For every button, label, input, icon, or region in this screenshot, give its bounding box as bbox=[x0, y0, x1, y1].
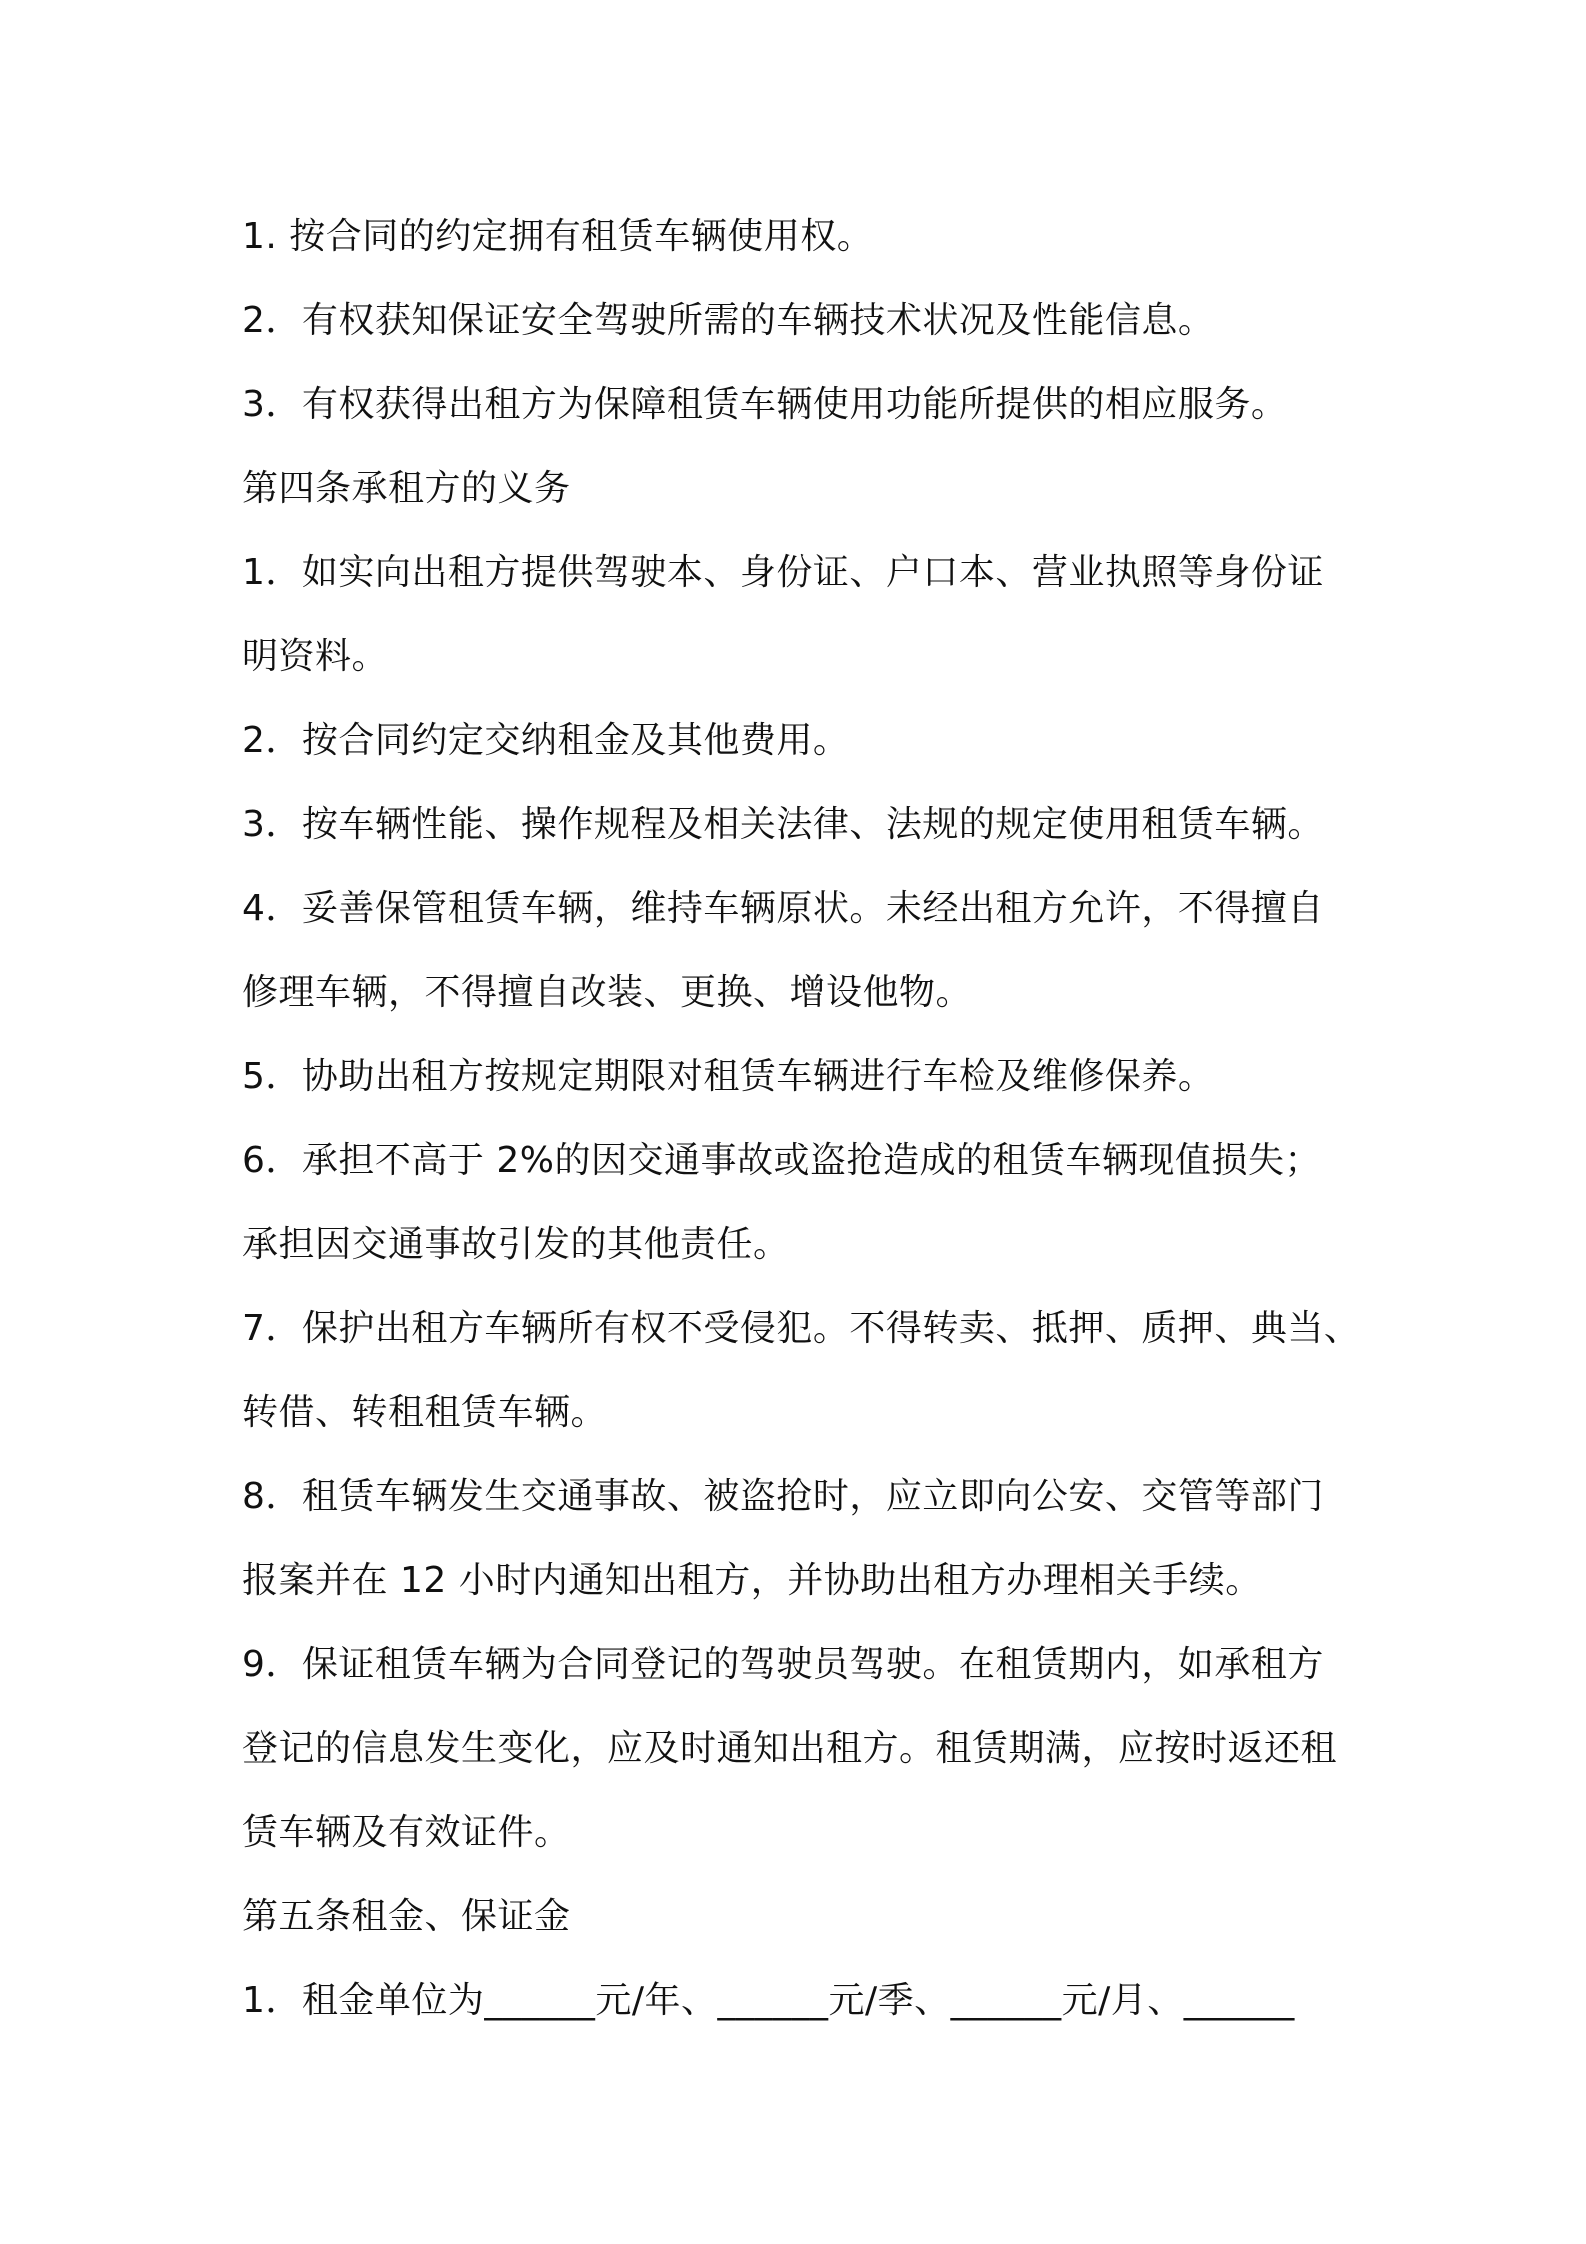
obligation-7-line-2: 转借、转租租赁车辆。 bbox=[242, 1392, 608, 1433]
right-item-3: 3．有权获得出租方为保障租赁车辆使用功能所提供的相应服务。 bbox=[242, 384, 1288, 425]
obligation-6-line-1: 6．承担不高于 2%的因交通事故或盗抢造成的租赁车辆现值损失； bbox=[242, 1140, 1321, 1181]
section-heading-article-5: 第五条租金、保证金 bbox=[242, 1896, 571, 1937]
right-item-2: 2．有权获知保证安全驾驶所需的车辆技术状况及性能信息。 bbox=[242, 300, 1215, 341]
right-item-1: 1. 按合同的约定拥有租赁车辆使用权。 bbox=[242, 216, 874, 257]
rent-unit-line: 1．租金单位为______元/年、______元/季、______元/月、______ bbox=[242, 1980, 1295, 2021]
obligation-1-line-2: 明资料。 bbox=[242, 636, 389, 677]
obligation-3: 3．按车辆性能、操作规程及相关法律、法规的规定使用租赁车辆。 bbox=[242, 804, 1324, 845]
obligation-4-line-2: 修理车辆，不得擅自改装、更换、增设他物。 bbox=[242, 972, 973, 1013]
obligation-9-line-1: 9．保证租赁车辆为合同登记的驾驶员驾驶。在租赁期内，如承租方 bbox=[242, 1644, 1324, 1685]
document-body bbox=[242, 195, 1372, 2043]
obligation-9-line-3: 赁车辆及有效证件。 bbox=[242, 1812, 571, 1853]
obligation-8-line-1: 8．租赁车辆发生交通事故、被盗抢时，应立即向公安、交管等部门 bbox=[242, 1476, 1324, 1517]
obligation-8-line-2: 报案并在 12 小时内通知出租方，并协助出租方办理相关手续。 bbox=[242, 1560, 1262, 1601]
obligation-6-line-2: 承担因交通事故引发的其他责任。 bbox=[242, 1224, 790, 1265]
obligation-4-line-1: 4．妥善保管租赁车辆，维持车辆原状。未经出租方允许，不得擅自 bbox=[242, 888, 1324, 929]
obligation-9-line-2: 登记的信息发生变化，应及时通知出租方。租赁期满，应按时返还租 bbox=[242, 1728, 1338, 1769]
obligation-7-line-1: 7．保护出租方车辆所有权不受侵犯。不得转卖、抵押、质押、典当、 bbox=[242, 1308, 1361, 1349]
section-heading-article-4: 第四条承租方的义务 bbox=[242, 468, 571, 509]
obligation-5: 5．协助出租方按规定期限对租赁车辆进行车检及维修保养。 bbox=[242, 1056, 1215, 1097]
obligation-1-line-1: 1．如实向出租方提供驾驶本、身份证、户口本、营业执照等身份证 bbox=[242, 552, 1324, 593]
obligation-2: 2．按合同约定交纳租金及其他费用。 bbox=[242, 720, 850, 761]
